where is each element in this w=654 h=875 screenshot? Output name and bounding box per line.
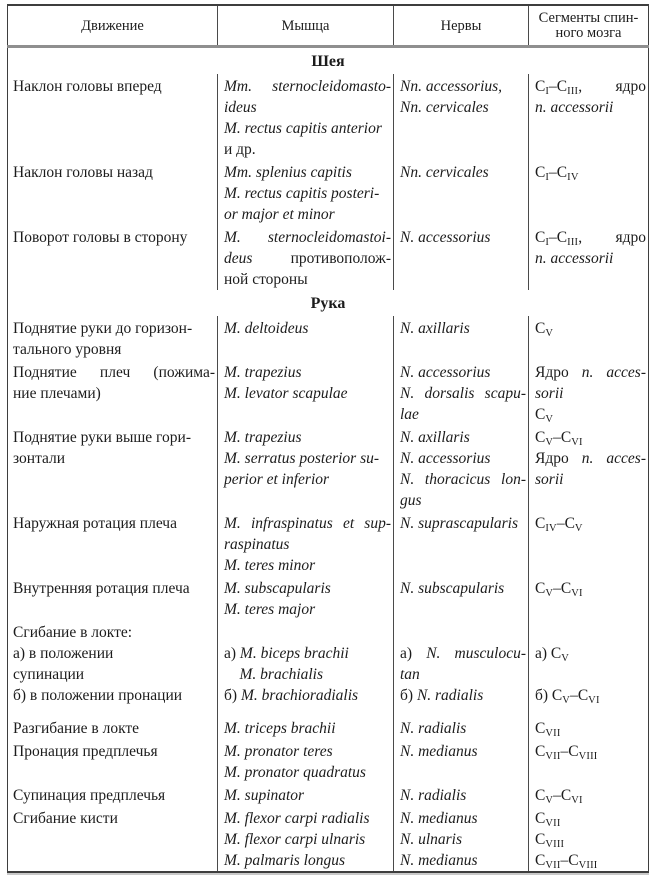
cell-nerves (394, 511, 529, 576)
cell-nerves (394, 576, 529, 620)
text-line: N. radialis (400, 787, 467, 804)
text-line: M. serratus posterior su- (224, 450, 380, 467)
text-line: Внутренняя ротация плеча (13, 580, 190, 597)
text-line: а) M. biceps brachii (224, 645, 349, 662)
text-line: M. rectus capitis posteri- (224, 185, 380, 202)
cell-movement (8, 576, 218, 620)
text-line: тального уровня (13, 341, 122, 358)
cell-nerves (394, 225, 529, 290)
cell-segments (529, 783, 649, 806)
cell-nerves (394, 425, 529, 511)
text-line: M. supinator (224, 787, 305, 804)
column-header-movement (8, 5, 218, 47)
column-header-muscle (218, 5, 394, 47)
cell-movement (8, 74, 218, 160)
cell-muscle (218, 316, 394, 360)
table-row (8, 620, 649, 706)
text-line: $C_{VIII}$ (535, 831, 565, 850)
text-line: а) $C_V$ (535, 645, 570, 664)
text-line: N. radialis (400, 720, 467, 737)
text-line: N. medianus (400, 852, 478, 869)
text-line: а) N. musculocu- (400, 645, 526, 662)
text-line: Сгибание кисти (13, 810, 118, 827)
text-line: raspinatus (224, 536, 290, 553)
text-line: Nn. cervicales (400, 99, 489, 116)
text-line: $C_I-C_{IV}$ (535, 164, 579, 183)
text-line: M. palmaris longus (224, 852, 345, 869)
text-line: M. levator scapulae (224, 385, 348, 402)
cell-segments (529, 576, 649, 620)
cell-muscle (218, 511, 394, 576)
text-line: tan (400, 666, 420, 683)
cell-movement (8, 425, 218, 511)
cell-muscle (218, 74, 394, 160)
header-text-line: Сегменты спин- (538, 10, 639, 26)
table-row (8, 706, 649, 739)
segments-table (7, 4, 649, 873)
cell-muscle (218, 360, 394, 425)
text-line: $C_V-C_{VI}$ (535, 580, 583, 599)
text-line: Поднятие руки до горизон- (13, 320, 193, 337)
cell-segments (529, 74, 649, 160)
cell-movement (8, 360, 218, 425)
text-line (400, 622, 526, 643)
cell-muscle (218, 706, 394, 739)
text-line: N. accessorius (400, 364, 491, 381)
text-line: Поднятие руки выше гори- (13, 429, 191, 446)
text-line: Наклон головы назад (13, 164, 153, 181)
cell-muscle (218, 739, 394, 783)
cell-nerves (394, 806, 529, 872)
cell-movement (8, 160, 218, 225)
text-line: Ядро n. acces- (535, 450, 646, 467)
cell-muscle (218, 160, 394, 225)
text-line: M. sternocleidomastoi- (224, 229, 391, 246)
cell-segments (529, 360, 649, 425)
header-row (8, 5, 649, 47)
text-line: ideus (224, 99, 257, 116)
text-line: sorii (535, 471, 564, 488)
text-line: n. accessorii (535, 99, 614, 116)
table-row (8, 360, 649, 425)
text-line: ной стороны (224, 271, 308, 288)
cell-nerves (394, 706, 529, 739)
text-line: N. accessorius (400, 229, 491, 246)
section-row (8, 290, 649, 316)
cell-movement (8, 739, 218, 783)
text-line: Сгибание в локте: (13, 624, 133, 641)
cell-movement (8, 511, 218, 576)
text-line: Разгибание в локте (13, 720, 140, 737)
cell-muscle (218, 783, 394, 806)
text-line: Nn. cervicales (400, 164, 489, 181)
text-line: $C_I-C_{III}$, ядро (535, 78, 646, 97)
cell-nerves (394, 74, 529, 160)
cell-segments (529, 806, 649, 872)
header-text-line: Движение (81, 17, 144, 34)
column-header-nerves (394, 5, 529, 47)
cell-segments (529, 511, 649, 576)
text-line: супинации (13, 666, 85, 683)
text-line (535, 664, 646, 685)
text-line: Mm. sternocleidomasto- (224, 78, 391, 95)
table-row (8, 806, 649, 872)
text-line: M. teres major (224, 601, 316, 618)
text-line: N. subscapularis (400, 580, 505, 597)
text-line: n. accessorii (535, 250, 614, 267)
section-title: Рука (310, 295, 346, 312)
text-line: M. trapezius (224, 429, 302, 446)
text-line: $C_{VII}-C_{VIII}$ (535, 852, 598, 871)
text-line: M. trapezius (224, 364, 302, 381)
cell-nerves (394, 316, 529, 360)
cell-segments (529, 706, 649, 739)
text-line: M. subscapularis (224, 580, 331, 597)
header-text-line: ного мозга (555, 25, 622, 41)
cell-segments (529, 620, 649, 706)
header-text-line: Нервы (440, 17, 482, 34)
cell-segments (529, 425, 649, 511)
text-line: perior et inferior (224, 471, 330, 488)
text-line: or major et minor (224, 206, 335, 223)
cell-nerves (394, 360, 529, 425)
section-title: Шея (311, 53, 345, 70)
text-line: Поворот головы в сторону (13, 229, 188, 246)
text-line: N. axillaris (400, 320, 470, 337)
table-head (8, 5, 649, 47)
table-row (8, 576, 649, 620)
text-line: Супинация предплечья (13, 787, 166, 804)
cell-movement (8, 706, 218, 739)
text-line: $C_{VII}-C_{VIII}$ (535, 743, 598, 762)
cell-muscle (218, 576, 394, 620)
text-line: N. ulnaris (400, 831, 463, 848)
text-line: M. pronator quadratus (224, 764, 366, 781)
text-line: б) N. radialis (400, 687, 484, 704)
text-line: N. thoracicus lon- (400, 471, 526, 488)
text-line: M. deltoideus (224, 320, 309, 337)
cell-nerves (394, 620, 529, 706)
cell-muscle (218, 425, 394, 511)
cell-segments (529, 316, 649, 360)
text-line: deus противополож- (224, 250, 391, 267)
cell-movement (8, 225, 218, 290)
table-row (8, 316, 649, 360)
text-line: $C_{VII}$ (535, 810, 561, 829)
text-line: $C_{IV}-C_V$ (535, 515, 583, 534)
text-line: б) $C_V-C_{VI}$ (535, 687, 600, 706)
text-line: Mm. splenius capitis (224, 164, 352, 181)
text-line: $C_{VII}$ (535, 720, 561, 739)
text-line: $C_V$ (535, 406, 554, 425)
text-line: N. dorsalis scapu- (400, 385, 526, 402)
cell-muscle (218, 806, 394, 872)
text-line: M. pronator teres (224, 743, 333, 760)
cell-movement (8, 620, 218, 706)
text-line: б) в положении пронации (13, 687, 183, 704)
text-line: б) M. brachioradialis (224, 687, 359, 704)
cell-nerves (394, 160, 529, 225)
cell-nerves (394, 783, 529, 806)
section-row (8, 47, 649, 75)
cell-muscle (218, 620, 394, 706)
cell-segments (529, 225, 649, 290)
table-row (8, 160, 649, 225)
text-line: $C_V-C_{VI}$ (535, 787, 583, 806)
cell-movement (8, 806, 218, 872)
cell-movement (8, 316, 218, 360)
table-row (8, 739, 649, 783)
text-line: M. flexor carpi radialis (224, 810, 370, 827)
text-line: gus (400, 492, 422, 509)
header-text-line: Мышца (281, 17, 330, 34)
text-line: Наклон головы вперед (13, 78, 162, 95)
text-line: M. triceps brachii (224, 720, 336, 737)
text-line: M. teres minor (224, 557, 316, 574)
text-line: Nn. accessorius, (400, 78, 503, 95)
text-line: sorii (535, 385, 564, 402)
text-line: $C_I-C_{III}$, ядро (535, 229, 646, 248)
text-line: N. medianus (400, 743, 478, 760)
text-line: а) в положении (13, 645, 114, 662)
table-row (8, 225, 649, 290)
text-line: Пронация предплечья (13, 743, 158, 760)
text-line: и др. (224, 141, 256, 158)
column-header-segments (529, 5, 649, 47)
text-line: N. accessorius (400, 450, 491, 467)
text-line: M. flexor carpi ulnaris (224, 831, 366, 848)
cell-segments (529, 739, 649, 783)
text-line: Наружная ротация плеча (13, 515, 177, 532)
text-line: ние плечами) (13, 385, 101, 402)
text-line: lae (400, 406, 419, 423)
text-line: $C_V-C_{VI}$ (535, 429, 583, 448)
text-line (535, 622, 646, 643)
table-row (8, 74, 649, 160)
table-row (8, 425, 649, 511)
text-line: M. brachialis (239, 666, 324, 683)
text-line: Ядро n. acces- (535, 364, 646, 381)
cell-movement (8, 783, 218, 806)
text-line: N. suprascapularis (400, 515, 518, 532)
cell-segments (529, 160, 649, 225)
text-line: N. medianus (400, 810, 478, 827)
cell-muscle (218, 225, 394, 290)
text-line: $C_V$ (535, 320, 554, 339)
text-line: Поднятие плеч (пожима- (13, 364, 215, 381)
text-line: M. rectus capitis anterior (224, 120, 382, 137)
table-body (8, 47, 649, 873)
cell-nerves (394, 739, 529, 783)
text-line (224, 622, 391, 643)
text-line: зонтали (13, 450, 66, 467)
table-row (8, 783, 649, 806)
text-line: N. axillaris (400, 429, 470, 446)
table-row (8, 511, 649, 576)
text-line: M. infraspinatus et sup- (224, 515, 391, 532)
